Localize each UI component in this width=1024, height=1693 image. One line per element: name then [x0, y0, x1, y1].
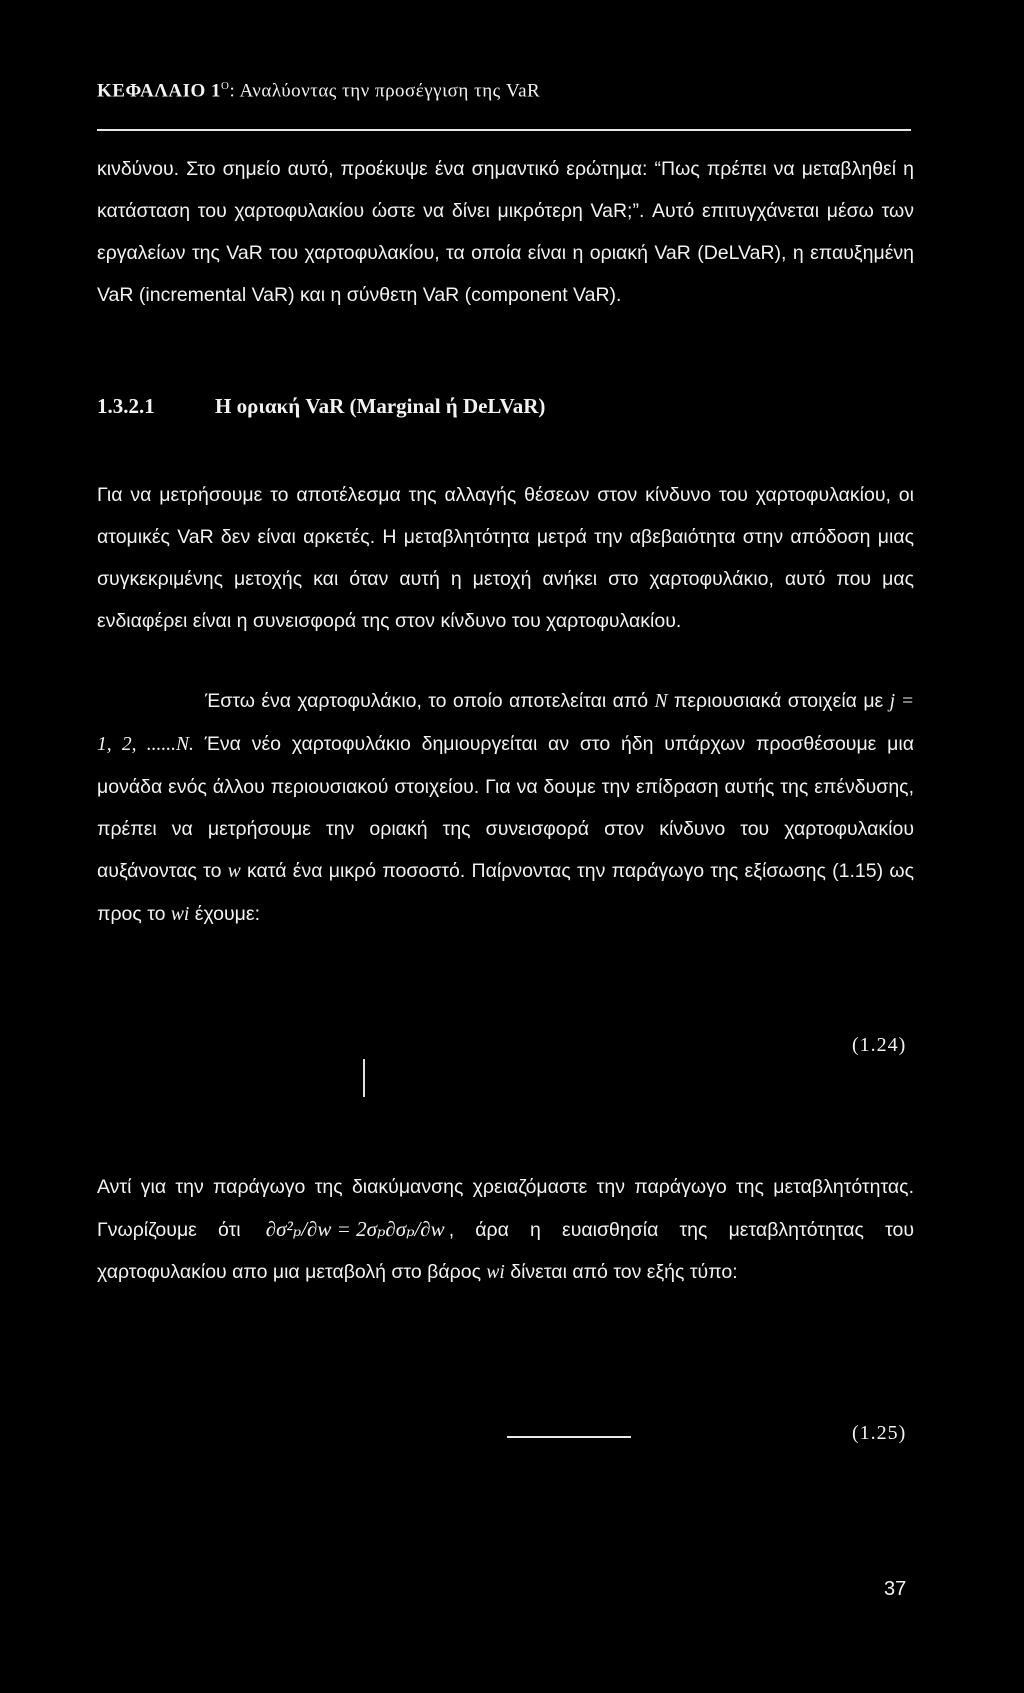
- fraction-rule: [507, 1436, 631, 1438]
- header-rule: [97, 129, 911, 131]
- text-run: Ένα νέο χαρτοφυλάκιο δημιουργείται αν στο ήδη υπάρχων προσθέσουμε μια μονάδα ενός άλλου περιουσιακού στοιχείου. Για να δουμε την επίδραση αυτής της επένδυσης, πρέπει να μετρήσουμε την οριακή της συνεισφορά στον κίνδυνο του χαρτοφυλακίου αυξάνοντας το: [97, 733, 914, 882]
- paragraph-portfolio: [97, 680, 914, 936]
- var-n: N: [654, 691, 668, 712]
- equation-number-1-24: (1.24): [852, 1034, 907, 1056]
- page-number: 37: [884, 1578, 907, 1600]
- running-header: [97, 80, 540, 102]
- text-run: , άρα η ευαισθησία της μεταβλητότητας του χαρτοφυλακίου απο μια μεταβολή στο βάρος: [97, 1219, 914, 1283]
- text-run: περιουσιακά στοιχεία με: [667, 690, 890, 712]
- chapter-sup: Ο: [221, 80, 230, 92]
- text-run: έχουμε:: [189, 903, 261, 925]
- chapter-title: : Αναλύοντας την προσέγγιση της VaR: [229, 80, 541, 102]
- paragraph-volatility: [97, 1166, 914, 1294]
- inline-formula: ∂σ²ₚ/∂w = 2σₚ∂σₚ/∂w: [265, 1217, 445, 1241]
- equation-number-1-25: (1.25): [852, 1422, 907, 1444]
- text-run: δίνεται από τον εξής τύπο:: [504, 1261, 738, 1283]
- section-heading: [97, 394, 545, 419]
- text-run: Έστω ένα χαρτοφυλάκιο, το οποίο αποτελείται από: [205, 690, 655, 712]
- section-title: Η οριακή VaR (Marginal ή DeLVaR): [215, 394, 546, 418]
- section-number: 1.3.2.1: [97, 394, 155, 418]
- var-w: w: [227, 861, 241, 882]
- paragraph-intro: κινδύνου. Στο σημείο αυτό, προέκυψε ένα σημαντικό ερώτημα: “Πως πρέπει να μεταβληθεί η κατάσταση του χαρτοφυλακίου ώστε να δίνει μικρότερη VaR;”. Αυτό επιτυγχάνεται μέσω των εργαλείων της VaR του χαρτοφυλακίου, τα οποία είναι η οριακή VaR (DeLVaR), η επαυξημένη VaR (incremental VaR) και η σύνθετη VaR (component VaR).: [97, 158, 914, 306]
- chapter-label: ΚΕΦΑΛΑΙΟ 1: [97, 80, 222, 102]
- text-run: Αντί για την παράγωγο της διακύμανσης χρειαζόμαστε την παράγωγο της μεταβλητότητας. Γνωρίζουμε ότι: [97, 1176, 914, 1241]
- var-wi: wi: [170, 904, 190, 925]
- text-run: κατά ένα μικρό ποσοστό. Παίρνοντας την παράγωγο της εξίσωσης (1.15) ως προς το: [97, 860, 914, 925]
- var-wi: wi: [486, 1262, 505, 1283]
- paragraph-individual-var: Για να μετρήσουμε το αποτέλεσμα της αλλαγής θέσεων στον κίνδυνο του χαρτοφυλακίου, οι ατομικές VaR δεν είναι αρκετές. Η μεταβλητότητα μετρά την αβεβαιότητα στην απόδοση μιας συγκεκριμένης μετοχής και όταν αυτή η μετοχή ανήκει στο χαρτοφυλάκιο, αυτό που μας ενδιαφέρει είναι η συνεισφορά της στον κίνδυνο του χαρτοφυλακίου.: [97, 484, 914, 632]
- index-range: j = 1, 2, ......N.: [97, 691, 915, 755]
- text-cursor: [363, 1059, 365, 1097]
